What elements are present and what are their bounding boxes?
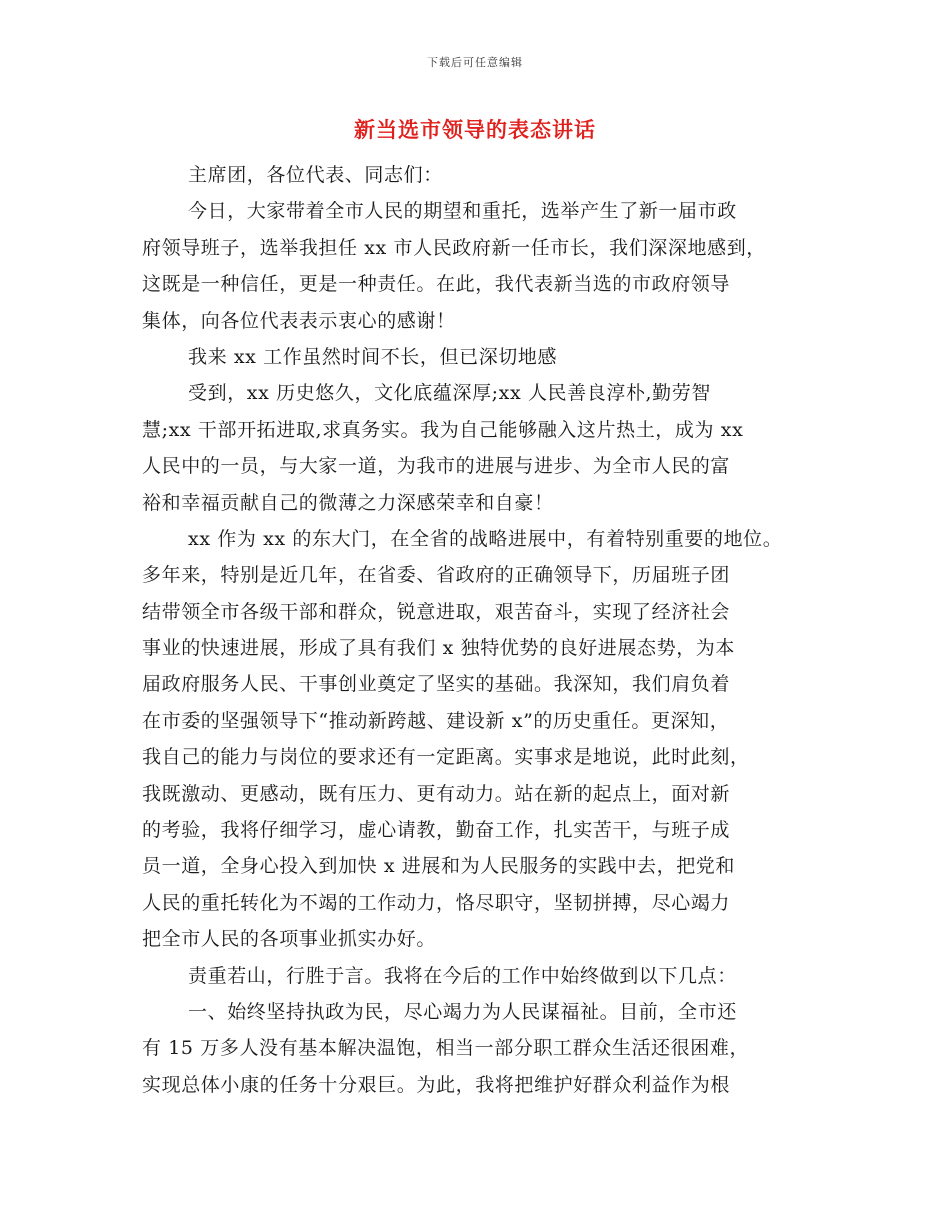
text-line: 结带领全市各级干部和群众，锐意进取，艰苦奋斗，实现了经济社会	[142, 600, 731, 623]
text-line: 责重若山，行胜于言。我将在今后的工作中始终做到以下几点：	[188, 964, 737, 987]
text-line: 员一道，全身心投入到加快 x 进展和为人民服务的实践中去，把党和	[142, 855, 735, 878]
text-line: 在市委的坚强领导下“推动新跨越、建设新 x”的历史重任。更深知，	[142, 709, 730, 732]
text-line: 事业的快速进展，形成了具有我们 x 独特优势的良好进展态势，为本	[142, 637, 735, 660]
document-title: 新当选市领导的表态讲话	[354, 117, 596, 142]
text-line: 人民中的一员，与大家一道，为我市的进展与进步、为全市人民的富	[142, 455, 731, 478]
document-body	[142, 157, 842, 1103]
text-line: 这既是一种信任，更是一种责任。在此，我代表新当选的市政府领导	[142, 273, 731, 296]
text-line: xx 作为 xx 的东大门，在全省的战略进展中，有着特别重要的地位。	[188, 527, 783, 550]
text-line: 受到，xx 历史悠久，文化底蕴深厚;xx 人民善良淳朴,勤劳智	[188, 382, 711, 405]
text-line: 我既激动、更感动，既有压力、更有动力。站在新的起点上，面对新	[142, 782, 731, 805]
text-line: 把全市人民的各项事业抓实办好。	[142, 928, 437, 951]
text-line: 主席团，各位代表、同志们：	[188, 164, 443, 186]
text-line: 届政府服务人民、干事创业奠定了坚实的基础。我深知，我们肩负着	[142, 673, 731, 696]
page-header-note: 下载后可任意编辑	[427, 56, 523, 69]
text-line: 实现总体小康的任务十分艰巨。为此，我将把维护好群众利益作为根	[142, 1073, 731, 1096]
text-line: 人民的重托转化为不竭的工作动力，恪尽职守，坚韧拼搏，尽心竭力	[142, 891, 731, 914]
text-line: 我自己的能力与岗位的要求还有一定距离。实事求是地说，此时此刻，	[142, 746, 750, 769]
text-line: 集体，向各位代表表示衷心的感谢！	[142, 309, 456, 332]
text-line: 府领导班子，选举我担任 xx 市人民政府新一任市长，我们深深地感到，	[142, 236, 766, 259]
text-line: 今日，大家带着全市人民的期望和重托，选举产生了新一届市政	[188, 200, 737, 223]
text-line: 裕和幸福贡献自己的微薄之力深感荣幸和自豪！	[142, 491, 554, 514]
text-line: 有 15 万多人没有基本解决温饱，相当一部分职工群众生活还很困难，	[142, 1037, 750, 1060]
text-line: 我来 xx 工作虽然时间不长，但已深切地感	[188, 345, 558, 368]
text-line: 一、始终坚持执政为民，尽心竭力为人民谋福祉。目前，全市还	[188, 1000, 737, 1023]
text-line: 多年来，特别是近几年，在省委、省政府的正确领导下，历届班子团	[142, 564, 731, 587]
text-line: 慧;xx 干部开拓进取,求真务实。我为自己能够融入这片热土，成为 xx	[142, 418, 744, 441]
text-line: 的考验，我将仔细学习，虚心请教，勤奋工作，扎实苦干，与班子成	[142, 819, 731, 842]
